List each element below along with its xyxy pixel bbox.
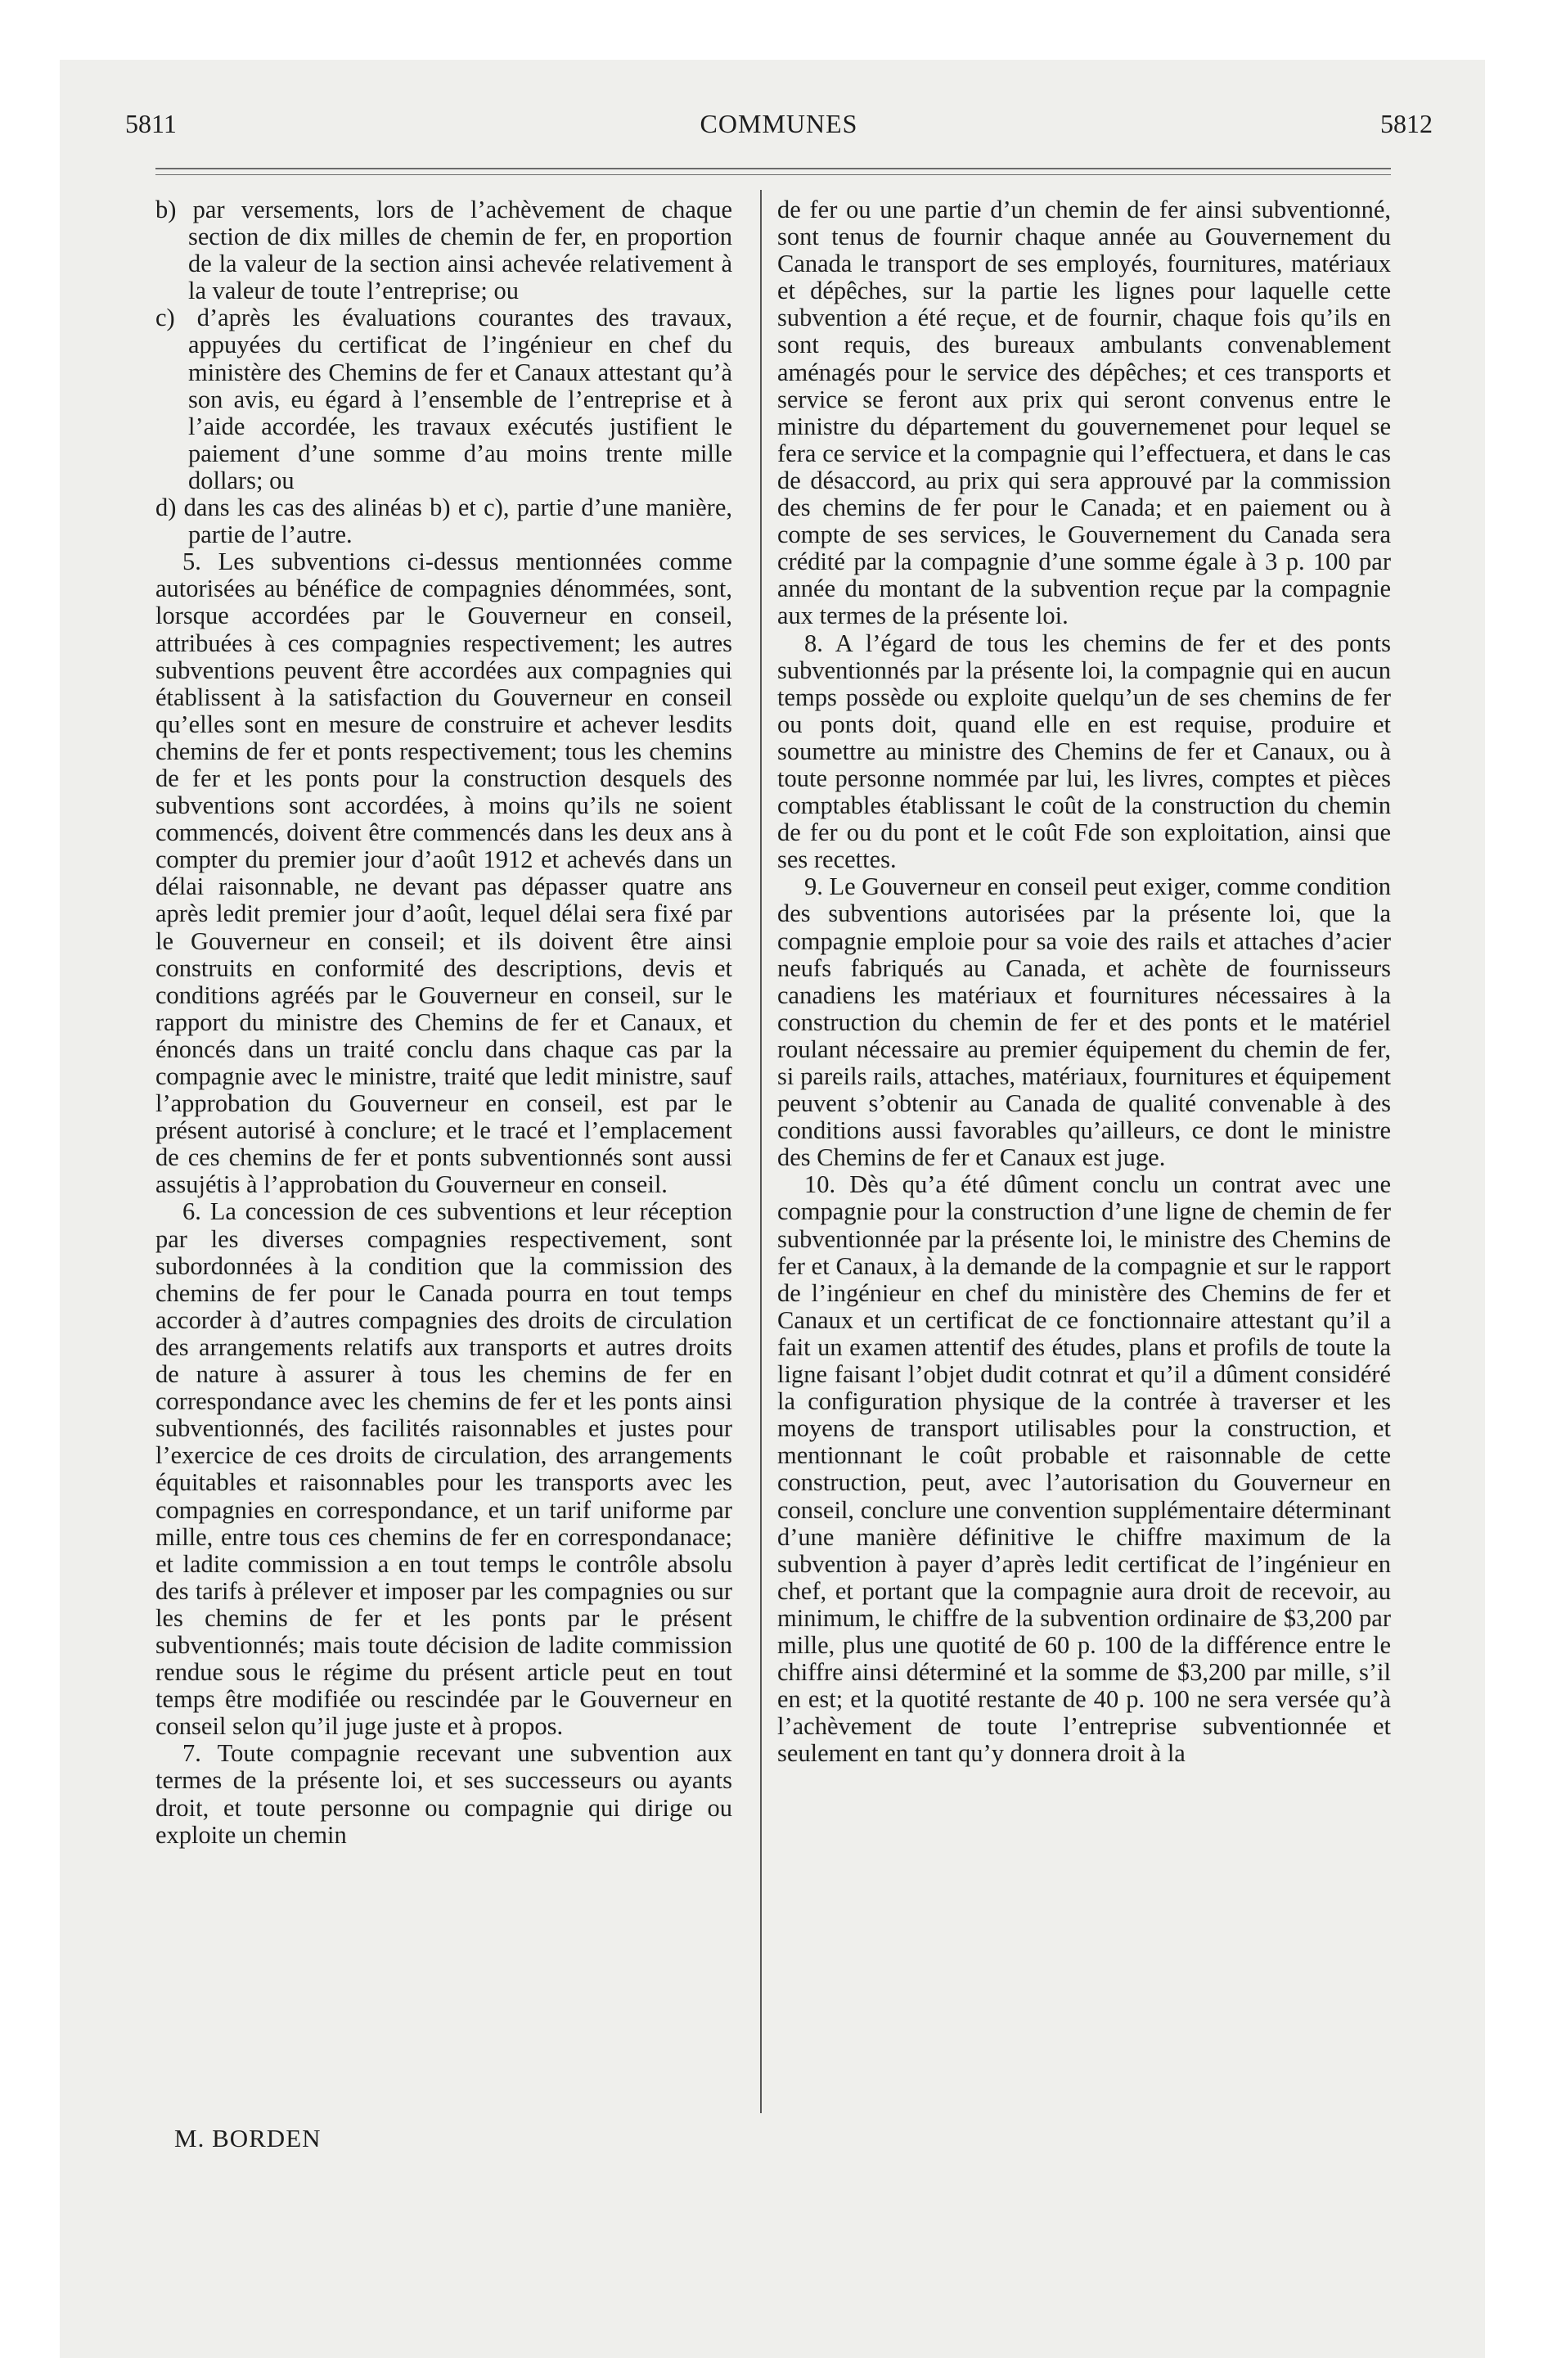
- section-5: 5. Les subventions ci-dessus mentionnées comme autorisées au bénéfice de compagnies dénommées, sont, lorsque accordées par le Gouverneur en conseil, attribuées à ces compagnies respectivement; les autres subventions peuvent être accordées aux compagnies qui établissent à la satisfaction du Gouverneur en conseil qu’elles sont en mesure de construire et achever lesdits chemins de fer et ponts respectivement; tous les chemins de fer et les ponts pour la construction desquels des subventions sont accordées, à moins qu’ils ne soient commencés, doivent être commencés dans les deux ans à compter du premier jour d’août 1912 et achevés dans un délai raisonnable, ne devant pas dépasser quatre ans après ledit premier jour d’août, lequel délai sera fixé par le Gouverneur en conseil; et ils doivent être ainsi construits en conformité des descriptions, devis et conditions agréés par le Gouverneur en conseil, sur le rapport du ministre des Chemins de fer et Canaux, et énoncés dans un traité conclu dans chaque cas par la compagnie avec le ministre, traité que ledit ministre, sauf l’approbation du Gouverneur en conseil, est par le présent autorisé à conclure; et le tracé et l’emplacement de ces chemins de fer et ponts subventionnés sont aussi assujétis à l’approbation du Gouverneur en conseil.: [155, 548, 732, 1199]
- paragraph-b: b) par versements, lors de l’achèvement de chaque section de dix milles de chemin de fer, en proportion de la valeur de la section ainsi achevée relativement à la valeur de toute l’entreprise; ou: [155, 196, 732, 305]
- section-7: 7. Toute compagnie recevant une subvention aux termes de la présente loi, et ses successeurs ou ayants droit, et toute personne ou compagnie qui dirige ou exploite un chemin: [155, 1739, 732, 1849]
- column-divider: [760, 190, 762, 2113]
- right-column: [777, 196, 1391, 1767]
- header-rule-bottom: [155, 174, 1391, 175]
- header-rule-top: [155, 168, 1391, 169]
- section-10: 10. Dès qu’a été dûment conclu un contrat avec une compagnie pour la construction d’une ligne de chemin de fer subventionnée par la présente loi, le ministre des Chemins de fer et Canaux, à la demande de la compagnie et sur le rapport de l’ingénieur en chef du ministère des Chemins de fer et Canaux et un certificat de ce fonctionnaire attestant qu’il a fait un examen attentif des études, plans et profils de toute la ligne faisant l’objet dudit cotnrat et qu’il a dûment considéré la configuration physique de la contrée à traverser et les moyens de transport utilisables pour la construction, et mentionnant le coût probable et raisonnable de cette construction, peut, avec l’autorisation du Gouverneur en conseil, conclure une convention supplémentaire déterminant d’une manière définitive le chiffre maximum de la subvention à payer d’après ledit certificat de l’ingénieur en chef, et portant que la compagnie aura droit de recevoir, au minimum, le chiffre de la subvention ordinaire de $3,200 par mille, plus une quotité de 60 p. 100 de la différence entre le chiffre ainsi déterminé et la somme de $3,200 par mille, s’il en est; et la quotité restante de 40 p. 100 ne sera versée qu’à l’achèvement de toute l’entreprise subventionnée et seulement en tant qu’y donnera droit à la: [777, 1170, 1391, 1768]
- left-column: [155, 196, 732, 1849]
- section-9: 9. Le Gouverneur en conseil peut exiger, comme condition des subventions autorisées par la présente loi, que la compagnie emploie pour sa voie des rails et attaches d’acier neufs fabriqués au Canada, et achète de fournisseurs canadiens les matériaux et fournitures nécessaires à la construction du chemin de fer et des ponts et le matériel roulant nécessaire au premier équipement du chemin de fer, si pareils rails, attaches, matériaux, fournitures et équipement peuvent s’obtenir au Canada de qualité convenable à des conditions aussi favorables qu’ailleurs, ce dont le ministre des Chemins de fer et Canaux est juge.: [777, 872, 1391, 1172]
- paragraph-c: c) d’après les évaluations courantes des travaux, appuyées du certificat de l’ingénieur en chef du ministère des Chemins de fer et Canaux attestant qu’à son avis, eu égard à l’ensemble de l’entreprise et à l’aide accordée, les travaux exécutés justifient le paiement d’une somme d’au moins trente mille dollars; ou: [155, 304, 732, 494]
- page-header: [125, 109, 1433, 142]
- section-6: 6. La concession de ces subventions et leur réception par les diverses compagnies respectivement, sont subordonnées à la condition que la commission des chemins de fer pour le Canada pourra en tout temps accorder à d’autres compagnies des droits de circulation des arrangements relatifs aux transports et autres droits de nature à assurer à tous les chemins de fer en correspondance avec les chemins de fer et les ponts ainsi subventionnés, des facilités raisonnables et justes pour l’exercice de ces droits de circulation, des arrangements équitables et raisonnables pour les transports avec les compagnies en correspondance, et un tarif uniforme par mille, entre tous ces chemins de fer en correspondanace; et ladite commission a en tout temps le contrôle absolu des tarifs à prélever et imposer par les compagnies ou sur les chemins de fer et les ponts par le présent subventionnés; mais toute décision de ladite commission rendue sous le régime du présent article peut en tout temps être modifiée ou rescindée par le Gouverneur en conseil selon qu’il juge juste et à propos.: [155, 1197, 732, 1741]
- section-8: 8. A l’égard de tous les chemins de fer et des ponts subventionnés par la présente loi, la compagnie qui en aucun temps possède ou exploite quelqu’un de ses chemins de fer ou ponts doit, quand elle en est requise, produire et soumettre au ministre des Chemins de fer et Canaux, ou à toute personne nommée par lui, les livres, comptes et pièces comptables établissant le coût de la construction du chemin de fer ou du pont et le coût Fde son exploitation, ainsi que ses recettes.: [777, 629, 1391, 874]
- left-page-number: 5811: [125, 109, 177, 138]
- right-page-number: 5812: [1380, 109, 1433, 138]
- paragraph-d: d) dans les cas des alinéas b) et c), partie d’une manière, partie de l’autre.: [155, 494, 732, 549]
- speaker-signature: M. BORDEN: [174, 2124, 322, 2152]
- section-7-continued: de fer ou une partie d’un chemin de fer ainsi subventionné, sont tenus de fournir chaque année au Gouvernement du Canada le transport de ses employés, fournitures, matériaux et dépêches, sur la partie les lignes pour laquelle cette subvention a été reçue, et de fournir, chaque fois qu’ils en sont requis, des bureaux ambulants convenablement aménagés pour le service des dépêches; et ces transports et service se feront aux prix qui seront convenus entre le ministre du département du gouvernemenet pour lequel se fera ce service et la compagnie qui l’effectuera, et dans le cas de désaccord, au prix qui sera approuvé par la commission des chemins de fer pour le Canada; et en paiement ou à compte de ses services, le Gouvernement du Canada sera crédité par la compagnie d’une somme égale à 3 p. 100 par année du montant de la subvention reçue par la compagnie aux termes de la présente loi.: [777, 196, 1391, 630]
- page-title: COMMUNES: [700, 109, 858, 138]
